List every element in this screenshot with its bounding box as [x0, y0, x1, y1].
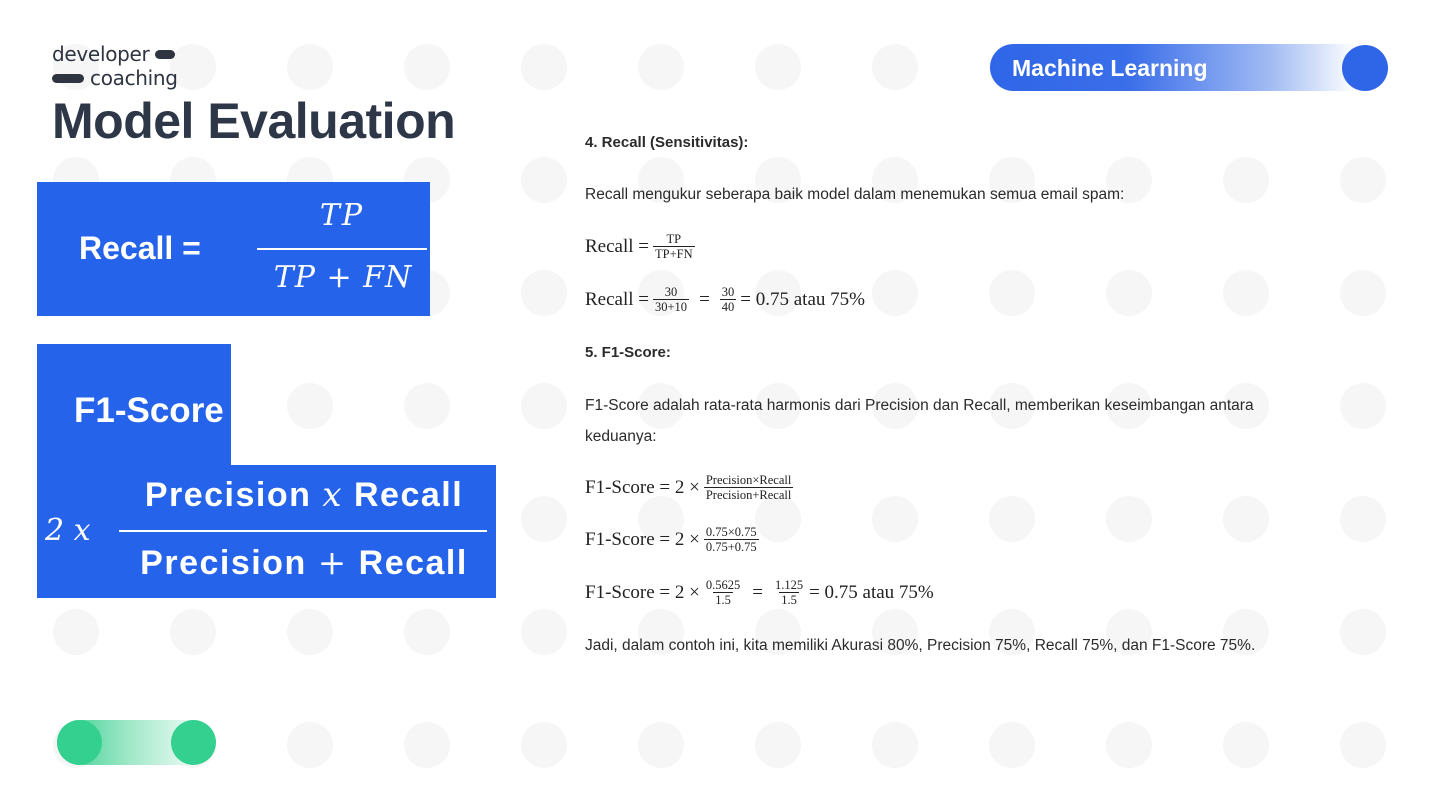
background-dot — [872, 722, 918, 768]
background-dot — [287, 609, 333, 655]
recall-label: Recall = — [79, 230, 201, 266]
recall-description: Recall mengukur seberapa baik model dalam menemukan semua email spam: — [585, 186, 1125, 203]
logo-pill-icon — [52, 74, 84, 83]
fraction-denominator: 0.75+0.75 — [705, 540, 757, 554]
background-dot — [521, 44, 567, 90]
recall-numerator: TP — [319, 198, 365, 233]
fraction-numerator: Precision×Recall — [705, 473, 792, 487]
fraction-denominator: Precision+Recall — [705, 488, 792, 502]
badge-label: Machine Learning — [1012, 55, 1208, 81]
background-dot — [1223, 496, 1269, 542]
recall-formula — [585, 232, 699, 261]
background-dot — [1106, 270, 1152, 316]
calc-result: = 0.75 atau 75% — [740, 288, 865, 310]
background-dot — [872, 44, 918, 90]
formula-lhs: Recall = — [585, 235, 649, 257]
fraction — [720, 285, 737, 314]
background-dot — [1223, 722, 1269, 768]
machine-learning-badge — [990, 44, 1388, 91]
green-circle-icon — [171, 720, 216, 765]
slide-title: Model Evaluation — [52, 93, 456, 149]
background-dot — [989, 270, 1035, 316]
fraction-denominator: 40 — [721, 300, 735, 314]
f1-num-precision: Precision — [144, 476, 312, 514]
badge-circle-icon — [1342, 45, 1388, 91]
fraction — [653, 285, 689, 314]
background-dot — [53, 609, 99, 655]
background-dot — [287, 383, 333, 429]
background-dot — [287, 722, 333, 768]
fraction — [773, 578, 805, 607]
f1-description-line1: F1-Score adalah rata-rata harmonis dari Precision dan Recall, memberikan keseimbangan antara — [585, 397, 1254, 414]
formula-lhs: F1-Score = 2 × — [585, 476, 700, 498]
recall-denominator: TP + FN — [273, 260, 413, 295]
equals-sign: = — [752, 581, 763, 603]
background-dot — [989, 722, 1035, 768]
background-dot — [521, 383, 567, 429]
equals-sign: = — [699, 288, 710, 310]
background-dot — [872, 496, 918, 542]
f1-calculation-2 — [585, 578, 934, 607]
background-dot — [1106, 722, 1152, 768]
decorative-green-toggle — [57, 720, 216, 765]
background-dot — [521, 157, 567, 203]
background-dot — [638, 44, 684, 90]
fraction-denominator: TP+FN — [655, 247, 693, 261]
f1-den-recall: Recall — [358, 544, 468, 582]
f1-description-line2: keduanya: — [585, 428, 657, 445]
f1-formula — [585, 473, 797, 502]
formula-lhs: Recall = — [585, 288, 649, 310]
background-dot — [755, 44, 801, 90]
background-dot — [1340, 609, 1386, 655]
f1-multiplier: 2 x — [45, 513, 91, 548]
f1-denominator — [117, 543, 491, 583]
recall-heading: 4. Recall (Sensitivitas): — [585, 134, 749, 151]
background-dot — [404, 44, 450, 90]
fraction — [704, 473, 794, 502]
formula-lhs: F1-Score = 2 × — [585, 581, 700, 603]
background-dot — [1223, 270, 1269, 316]
background-dot — [404, 722, 450, 768]
formula-lhs: F1-Score = 2 × — [585, 528, 700, 550]
background-dot — [287, 44, 333, 90]
background-dot — [1106, 496, 1152, 542]
background-dot — [638, 722, 684, 768]
background-dot — [521, 270, 567, 316]
f1-den-precision: Precision — [140, 544, 307, 582]
fraction-denominator: 1.5 — [781, 593, 797, 607]
fraction-bar — [257, 248, 427, 250]
fraction-numerator: TP — [666, 232, 682, 246]
f1-score-card-header — [37, 344, 231, 468]
f1-calculation-1 — [585, 525, 763, 554]
fraction-numerator: 30 — [664, 285, 678, 299]
background-dot — [1340, 270, 1386, 316]
logo-text-developer: developer — [52, 42, 150, 66]
background-dot — [521, 609, 567, 655]
background-dot — [755, 722, 801, 768]
fraction-numerator: 30 — [721, 285, 735, 299]
background-dot — [404, 383, 450, 429]
background-dot — [1340, 496, 1386, 542]
fraction — [653, 232, 695, 261]
conclusion-text: Jadi, dalam contoh ini, kita memiliki Akurasi 80%, Precision 75%, Recall 75%, dan F1-Score 75%. — [585, 637, 1256, 654]
background-dot — [521, 722, 567, 768]
f1-den-operator: + — [317, 543, 348, 583]
fraction-bar — [119, 530, 487, 532]
developer-coaching-logo — [52, 42, 178, 90]
background-dot — [521, 496, 567, 542]
background-dot — [989, 496, 1035, 542]
background-dot — [1223, 157, 1269, 203]
background-dot — [1340, 157, 1386, 203]
fraction-numerator: 1.125 — [774, 578, 804, 592]
f1-score-label: F1-Score — [74, 391, 224, 430]
fraction-numerator: 0.5625 — [705, 578, 741, 592]
f1-numerator — [119, 475, 489, 515]
green-circle-icon — [57, 720, 102, 765]
background-dot — [170, 609, 216, 655]
logo-pill-icon — [155, 50, 175, 59]
fraction-denominator: 1.5 — [715, 593, 731, 607]
fraction-numerator: 0.75×0.75 — [705, 525, 757, 539]
recall-calculation — [585, 285, 865, 314]
background-dot — [872, 270, 918, 316]
calc-result: = 0.75 atau 75% — [809, 581, 934, 603]
recall-formula-card — [37, 182, 430, 316]
background-dot — [1340, 722, 1386, 768]
fraction — [704, 578, 742, 607]
background-dot — [1340, 383, 1386, 429]
f1-score-formula-card — [37, 465, 496, 598]
f1-num-operator: x — [322, 475, 344, 515]
fraction — [704, 525, 759, 554]
fraction-denominator: 30+10 — [655, 300, 688, 314]
logo-text-coaching: coaching — [90, 66, 178, 90]
f1-num-recall: Recall — [353, 476, 464, 514]
f1-heading: 5. F1-Score: — [585, 344, 671, 361]
background-dot — [404, 609, 450, 655]
